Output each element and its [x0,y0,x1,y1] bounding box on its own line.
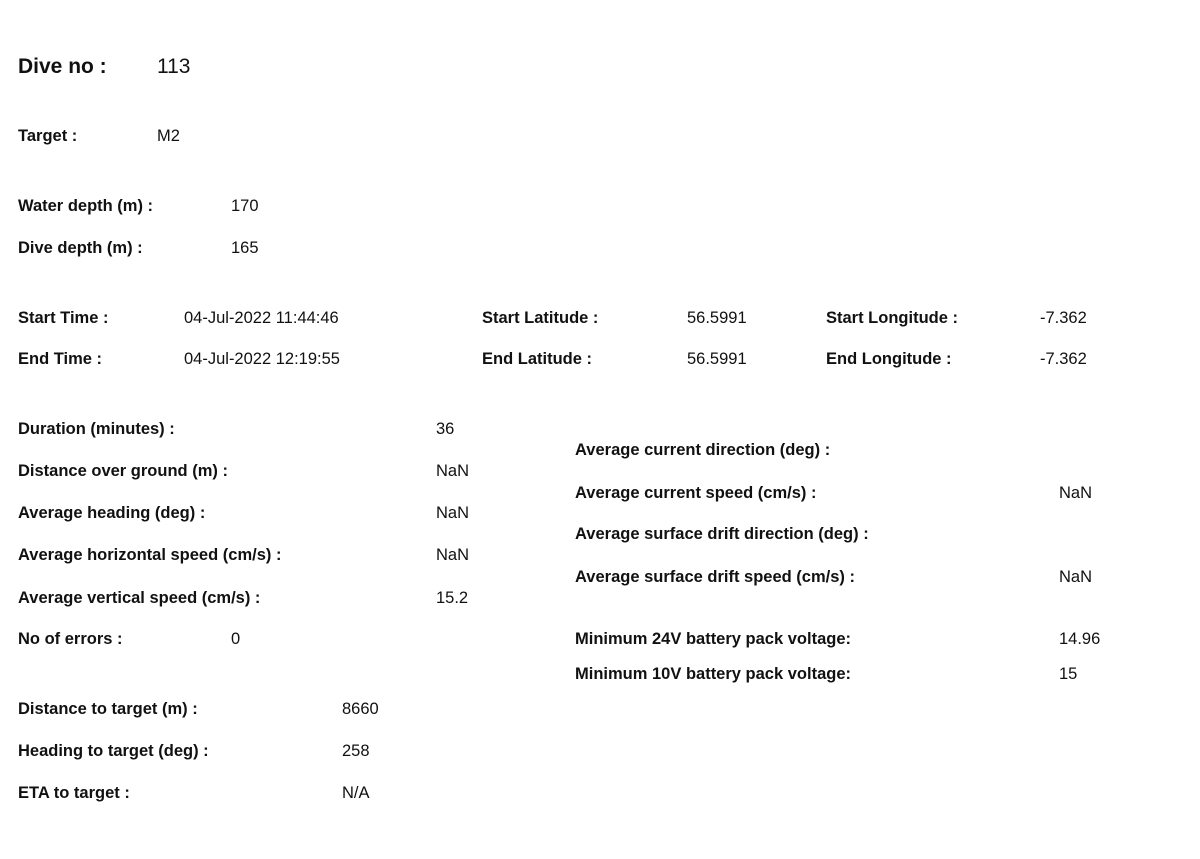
average-horizontal-speed-label: Average horizontal speed (cm/s) : [18,546,282,564]
end-longitude-value: -7.362 [1040,350,1087,368]
min-10v-battery-value: 15 [1059,665,1078,683]
end-latitude-label: End Latitude : [482,350,592,368]
dive-depth-value: 165 [231,239,259,257]
eta-to-target-value: N/A [342,784,370,802]
average-current-speed-label: Average current speed (cm/s) : [575,484,817,502]
dive-depth-label: Dive depth (m) : [18,239,143,257]
average-vertical-speed-value: 15.2 [436,589,469,607]
average-horizontal-speed-value: NaN [436,546,470,564]
start-longitude-value: -7.362 [1040,309,1087,327]
min-10v-battery-label: Minimum 10V battery pack voltage: [575,665,851,683]
end-latitude-value: 56.5991 [687,350,747,368]
target-value: M2 [157,127,180,145]
distance-to-target-value: 8660 [342,700,379,718]
eta-to-target-label: ETA to target : [18,784,130,802]
start-longitude-label: Start Longitude : [826,309,958,327]
heading-to-target-label: Heading to target (deg) : [18,742,209,760]
dive-no-label: Dive no : [18,55,107,78]
end-longitude-label: End Longitude : [826,350,952,368]
average-vertical-speed-label: Average vertical speed (cm/s) : [18,589,261,607]
start-time-label: Start Time : [18,309,109,327]
target-label: Target : [18,127,78,145]
start-latitude-value: 56.5991 [687,309,747,327]
distance-over-ground-label: Distance over ground (m) : [18,462,228,480]
average-surface-drift-speed-label: Average surface drift speed (cm/s) : [575,568,855,586]
water-depth-value: 170 [231,197,259,215]
average-heading-value: NaN [436,504,470,522]
min-24v-battery-value: 14.96 [1059,630,1101,648]
water-depth-label: Water depth (m) : [18,197,154,215]
min-24v-battery-label: Minimum 24V battery pack voltage: [575,630,851,648]
heading-to-target-value: 258 [342,742,370,760]
average-surface-drift-speed-value: NaN [1059,568,1093,586]
average-heading-label: Average heading (deg) : [18,504,206,522]
end-time-label: End Time : [18,350,103,368]
errors-label: No of errors : [18,630,123,648]
errors-value: 0 [231,630,241,648]
end-time-value: 04-Jul-2022 12:19:55 [184,350,340,368]
distance-over-ground-value: NaN [436,462,470,480]
start-time-value: 04-Jul-2022 11:44:46 [184,309,339,327]
duration-label: Duration (minutes) : [18,420,175,438]
average-surface-drift-direction-label: Average surface drift direction (deg) : [575,525,869,543]
average-current-direction-label: Average current direction (deg) : [575,441,831,459]
start-latitude-label: Start Latitude : [482,309,599,327]
duration-value: 36 [436,420,455,438]
average-current-speed-value: NaN [1059,484,1093,502]
dive-no-value: 113 [157,55,191,78]
distance-to-target-label: Distance to target (m) : [18,700,198,718]
